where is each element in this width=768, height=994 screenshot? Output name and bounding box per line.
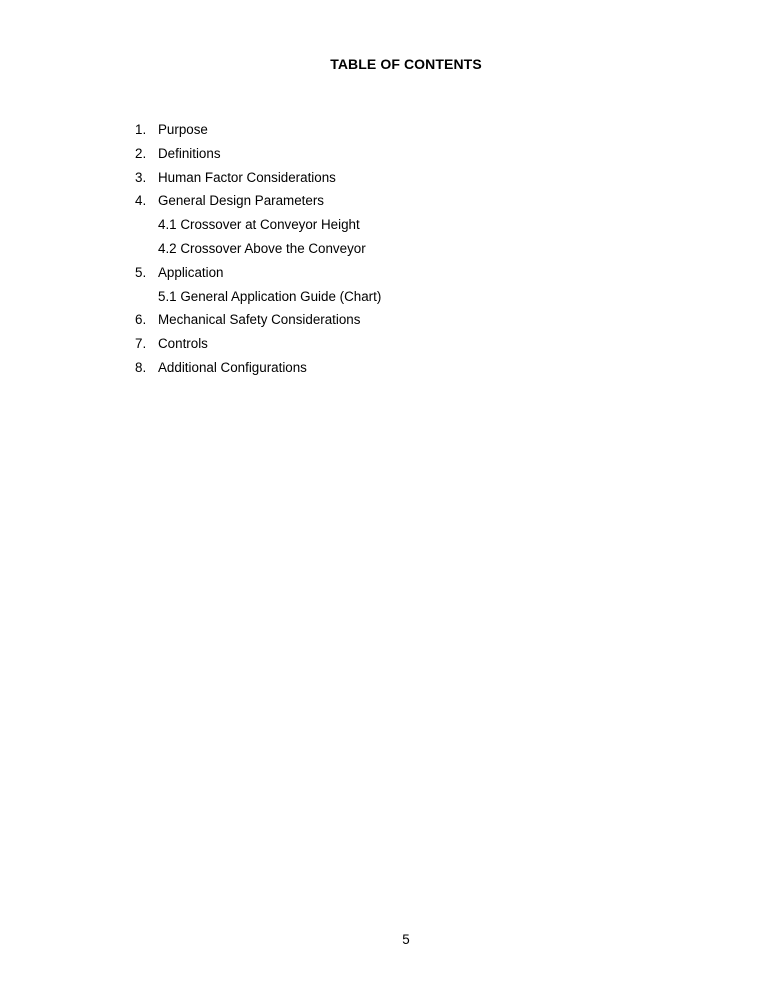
toc-item-purpose [135, 120, 381, 144]
toc-item-number: 3. [135, 169, 147, 185]
toc-item-label: Purpose [158, 122, 208, 137]
toc-item-definitions [135, 144, 381, 168]
toc-subitem-label: 5.1 General Application Guide (Chart) [158, 288, 382, 304]
toc-subitem-application-guide [135, 287, 381, 311]
toc-item-label: Controls [158, 336, 208, 352]
toc-item-mechanical-safety [135, 310, 381, 334]
toc-subitem-crossover-above-conveyor [135, 239, 381, 263]
toc-subitem-crossover-conveyor-height [135, 215, 381, 239]
toc-item-label: Additional Configurations [158, 359, 307, 375]
toc-item-additional-configurations [135, 358, 381, 382]
toc-subitem-label: 4.2 Crossover Above the Conveyor [158, 240, 366, 256]
toc-item-number: 7. [135, 336, 147, 352]
toc-item-number: 8. [135, 359, 147, 375]
toc-subitem-label: 4.1 Crossover at Conveyor Height [158, 217, 360, 233]
toc-item-label: Human Factor Considerations [158, 169, 336, 185]
toc-item-label: Definitions [158, 145, 221, 161]
toc-item-label: General Design Parameters [158, 193, 324, 209]
page-number: 5 [402, 932, 410, 947]
toc-item-general-design [135, 191, 381, 215]
toc-item-application [135, 263, 381, 287]
toc-item-label: Application [158, 264, 224, 280]
toc-item-number: 1. [135, 122, 147, 137]
page-title: TABLE OF CONTENTS [330, 56, 482, 72]
toc-item-number: 4. [135, 193, 147, 209]
table-of-contents [135, 120, 381, 382]
toc-item-human-factor [135, 168, 381, 192]
toc-item-number: 2. [135, 145, 147, 161]
toc-item-label: Mechanical Safety Considerations [158, 312, 361, 328]
toc-item-controls [135, 334, 381, 358]
toc-item-number: 6. [135, 312, 147, 328]
toc-item-number: 5. [135, 264, 147, 280]
